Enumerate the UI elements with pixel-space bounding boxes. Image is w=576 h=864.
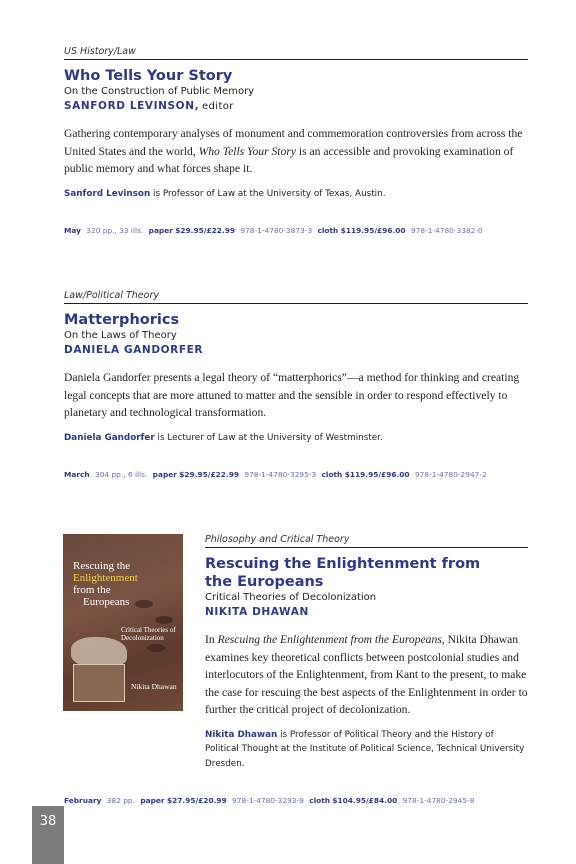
author-line [64, 343, 528, 358]
cloth-label: cloth [321, 470, 343, 479]
book-subtitle: On the Laws of Theory [64, 330, 177, 341]
desc-title-italic: Rescuing the Enlightenment from the Europeans [217, 633, 442, 646]
bio-text: is Lecturer of Law at the University of Westminster. [154, 432, 383, 443]
cover-author: Nikita Dhawan [131, 682, 177, 691]
cover-title [73, 560, 138, 608]
desk-illustration [73, 664, 125, 702]
cover-subtitle-line: Decolonization [121, 634, 164, 642]
cover-title-line: Rescuing the [73, 560, 131, 572]
pricing-line [64, 470, 544, 479]
paper-isbn: 978-1-4780-3293-9 [232, 796, 304, 805]
book-entry-who-tells-your-story [64, 46, 528, 201]
cloth-price: $119.95/£96.00 [340, 226, 406, 235]
cloth-label: cloth [309, 796, 330, 805]
pricing-line [64, 226, 544, 235]
paper-isbn: 978-1-4780-3295-3 [244, 470, 317, 479]
book-title [205, 555, 528, 591]
paper-label: paper [152, 470, 177, 479]
page-number-tab [32, 806, 64, 864]
author-name: NIKITA DHAWAN [205, 606, 309, 618]
desc-text: is an accessible and provoking examination of public memory and what forces shape it. [64, 144, 514, 175]
book-cover-image [63, 534, 183, 711]
desc-text: , Nikita Dhawan examines key theoretical conflicts between postcolonial studies and interlocutors of the Enlightenment, from Kant to the present, to make the case for rescuing the best aspects of the Enlightenment in order to further the critical project of decolonization. [205, 633, 528, 716]
book-entry-rescuing-the-enlightenment [205, 534, 528, 771]
desc-title-italic: Who Tells Your Story [198, 144, 296, 158]
author-role: editor [201, 101, 234, 112]
pub-month: February [64, 796, 102, 805]
bio-text: is Professor of Law at the University of Texas, Austin. [150, 188, 386, 199]
paper-price: $29.95/£22.99 [179, 470, 240, 479]
cloth-label: cloth [317, 226, 339, 235]
page-number: 38 [39, 814, 57, 829]
author-bio [64, 187, 528, 202]
sleeping-figure-illustration [71, 637, 127, 667]
book-entry-matterphorics [64, 290, 528, 445]
book-title-line: the Europeans [205, 574, 324, 590]
paper-isbn: 978-1-4780-3873-3 [240, 226, 313, 235]
cover-subtitle-line: Critical Theories of [121, 626, 176, 634]
cloth-isbn: 978-1-4780-2945-8 [402, 796, 475, 805]
book-title: Who Tells Your Story [64, 68, 233, 84]
cover-title-line: Enlightenment [73, 572, 138, 584]
pricing-line [64, 796, 544, 805]
book-description: Daniela Gandorfer presents a legal theory of “matterphorics”—a method for thinking and creating legal concepts that are more attuned to matter and the sensible in order to respond effectively to planetary and technological transformation. [64, 371, 520, 419]
desc-text: In [205, 633, 218, 646]
cover-subtitle [121, 626, 176, 642]
author-name: DANIELA GANDORFER [64, 344, 204, 356]
author-line [205, 605, 528, 620]
desc-text: Gathering contemporary analyses of monument and commemoration controversies from across the United States and the world, [64, 127, 523, 158]
bio-name: Nikita Dhawan [205, 729, 278, 740]
bio-name: Daniela Gandorfer [64, 432, 155, 443]
pub-month: March [64, 470, 90, 479]
book-subtitle: On the Construction of Public Memory [64, 86, 255, 97]
cloth-isbn: 978-1-4780-3382-0 [410, 226, 483, 235]
bio-name: Sanford Levinson [64, 188, 151, 199]
bio-text: is Professor of Political Theory and the History of Political Thought at the Institute of Political Science, Technical University Dresden. [205, 729, 525, 769]
author-bio [205, 728, 528, 772]
cover-title-line: Europeans [83, 596, 130, 608]
page-count: 382 pp. [106, 796, 135, 805]
author-bio [64, 431, 528, 446]
cloth-price: $119.95/£96.00 [344, 470, 410, 479]
paper-price: $29.95/£22.99 [175, 226, 235, 235]
page-count: 304 pp., 6 ills. [95, 470, 148, 479]
book-description [64, 125, 528, 178]
cover-title-line: from the [73, 584, 111, 596]
book-title-line: Rescuing the Enlightenment from [205, 556, 481, 572]
cloth-price: $104.95/£84.00 [332, 796, 398, 805]
category-label: US History/Law [64, 46, 528, 60]
book-description [205, 631, 528, 719]
page-count: 320 pp., 33 ills. [86, 226, 144, 235]
author-name: SANFORD LEVINSON, [64, 100, 200, 112]
category-label: Philosophy and Critical Theory [205, 534, 528, 548]
book-subtitle: Critical Theories of Decolonization [205, 592, 377, 603]
paper-label: paper [140, 796, 165, 805]
paper-label: paper [148, 226, 173, 235]
category-label: Law/Political Theory [64, 290, 528, 304]
pub-month: May [64, 226, 81, 235]
cloth-isbn: 978-1-4780-2947-2 [414, 470, 487, 479]
paper-price: $27.95/£20.99 [166, 796, 227, 805]
book-title: Matterphorics [64, 312, 180, 328]
author-line [64, 99, 528, 114]
